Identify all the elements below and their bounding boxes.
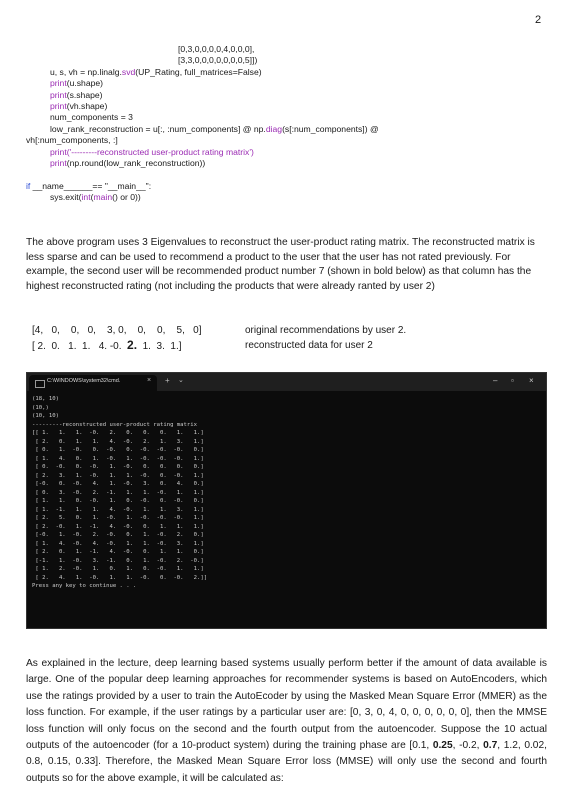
code-lowrank-line <box>26 124 546 135</box>
terminal-line: ---------reconstructed user-product rating matrix <box>32 421 198 428</box>
paragraph-text: , 1.2, 0.02, 0.8, 0.15, 0.33]. Therefore, the Masked Mean Square Error loss (MMSE) will only use the second and fourth outputs so for the above example, it will be calculated as: <box>26 740 547 784</box>
dropdown-icon[interactable]: ⌄ <box>178 377 184 384</box>
tab-close-icon[interactable]: × <box>147 377 152 384</box>
terminal-line: [ 0. 1. -0. 0. -0. 0. -0. -0. -0. 0.] <box>32 447 204 453</box>
code-function: print <box>50 146 67 157</box>
terminal-line: [ 2. 3. 1. -0. 1. 1. -0. 0. -0. 1.] <box>32 472 204 479</box>
code-function: svd <box>121 66 136 77</box>
minimize-button[interactable]: – <box>493 376 498 385</box>
code-block <box>26 44 546 203</box>
reconstructed-post: 1. 3. 1.] <box>137 341 182 352</box>
original-label: original recommendations by user 2. <box>245 325 407 336</box>
code-blank <box>26 169 546 180</box>
terminal-line: [ 2. 0. 1. -1. 4. -0. 0. 1. 1. 0.] <box>32 549 204 555</box>
terminal-line: [-0. 0. -0. 4. 1. -0. 3. 0. 4. 0.] <box>32 481 204 487</box>
recommended-value: 2. <box>127 338 138 352</box>
reconstructed-row <box>32 338 532 353</box>
code-text: (u.shape) <box>66 78 104 89</box>
code-print-line <box>26 90 546 101</box>
explanation-paragraph: The above program uses 3 Eigenvalues to reconstruct the user-product rating matrix. The reconstructed matrix is less sparse and can be used to recommend a product to the user that the user has not rated previously. For example, the second user will be recommended product number 7 (shown in bold below) as that column has the highest reconstructed rating (not including the products that were already ranted by user 2) <box>26 237 535 292</box>
code-print-line <box>26 147 546 158</box>
terminal-line: [ 2. 5. 0. 1. -0. 1. -0. -0. -0. 1.] <box>32 515 204 521</box>
paragraph-text: , -0.2, <box>452 740 484 752</box>
code-function: print <box>50 157 67 168</box>
reconstructed-values <box>32 338 182 354</box>
terminal-line: [-0. 1. -0. 2. -0. 0. 1. -0. 2. 0.] <box>32 532 204 538</box>
terminal-tab[interactable] <box>29 375 157 391</box>
cmd-icon <box>35 380 45 388</box>
page-number: 2 <box>535 14 542 26</box>
highlighted-output: 0.25 <box>432 740 453 752</box>
code-array-row: [3,3,0,0,0,0,0,0,0,5]]) <box>178 55 258 66</box>
terminal-line: [ 1. -1. 1. 1. 4. -0. 1. 1. 3. 1.] <box>32 506 204 513</box>
terminal-line: (18, 10) <box>32 396 59 402</box>
code-array-row: [0,3,0,0,0,0,4,0,0,0], <box>178 44 255 54</box>
code-function: print <box>50 78 67 89</box>
code-function: diag <box>265 123 283 134</box>
rating-comparison <box>32 323 532 353</box>
reconstructed-label: reconstructed data for user 2 <box>245 340 373 351</box>
code-text: __name______== "__main__": <box>30 180 152 191</box>
terminal-line: [ 1. 4. -0. 4. -0. 1. 1. -0. 3. 1.] <box>32 540 204 547</box>
code-text: u, s, vh = np.linalg. <box>50 66 122 77</box>
code-text: ( <box>90 192 94 203</box>
terminal-output <box>32 395 207 591</box>
autoencoder-paragraph <box>26 656 547 787</box>
original-row <box>32 323 532 338</box>
code-function: print <box>50 100 67 111</box>
code-text: (vh.shape) <box>66 100 108 111</box>
new-tab-button[interactable]: + <box>165 376 170 385</box>
highlighted-output: 0.7 <box>483 740 498 752</box>
code-function: print <box>50 89 67 100</box>
terminal-line: [-1. 1. -0. 3. -1. 0. 1. -0. 2. -0.] <box>32 557 204 564</box>
code-function: int <box>81 192 91 203</box>
close-button[interactable]: × <box>529 376 534 385</box>
paragraph-text: As explained in the lecture, deep learning based systems usually perform better if the amount of data available is large. One of the popular deep learning approaches for recommender systems is based on AutoEncoders, which use the ratings provided by a user to train the AutoEcoder by using the Masked Mean Square Error (MMER) as the loss function. For example, if the user ratings by a particular user are: [0, 3, 0, 4, 0, 0, 0, 0, 0, 0], then the MMSE loss function will only focus on the second and the fourth output from the autoencoder. Suppose the 10 actual outputs of the autoencoder (for a 10-product system) during the training phase are [0.1, <box>26 658 547 752</box>
code-num-components: num_components = 3 <box>50 112 133 123</box>
code-text: (s[:num_components]) @ <box>282 123 379 134</box>
code-print-line <box>26 78 546 89</box>
code-text: (s.shape) <box>66 89 103 100</box>
code-text: sys.exit( <box>50 192 82 203</box>
code-function: main <box>93 192 113 203</box>
code-keyword: if <box>26 180 31 191</box>
terminal-line: Press any key to continue . . . <box>32 583 137 589</box>
terminal-line: [ 0. 3. -0. 2. -1. 1. 1. -0. 1. 1.] <box>32 489 204 496</box>
terminal-line: [ 2. 4. 1. -0. 1. 1. -0. 0. -0. 2.]] <box>32 574 208 581</box>
terminal-line: [[ 1. 1. 1. -0. 2. 0. 0. 0. 1. 1.] <box>32 430 204 436</box>
terminal-window <box>26 372 547 629</box>
terminal-line: (10,) <box>32 404 49 411</box>
original-values: [4, 0, 0, 0, 3, 0, 0, 0, 5, 0] <box>32 325 202 336</box>
code-if-line <box>26 181 546 192</box>
code-exit-line <box>26 192 546 203</box>
terminal-line: [ 1. 1. 0. -0. 1. 0. -0. 0. -0. 0.] <box>32 498 204 504</box>
terminal-titlebar <box>27 373 546 391</box>
code-print-line <box>26 158 546 169</box>
terminal-line: [ 1. 2. -0. 1. 0. 1. 0. -0. 1. 1.] <box>32 566 204 572</box>
code-print-line <box>26 101 546 112</box>
reconstructed-pre: [ 2. 0. 1. 1. 4. -0. <box>32 341 128 352</box>
terminal-tab-title: C:\WINDOWS\system32\cmd. <box>47 378 121 384</box>
terminal-line: [ 2. 0. 1. 1. 4. -0. 2. 1. 3. 1.] <box>32 438 204 445</box>
code-lowrank-cont: vh[:num_components, :] <box>26 135 118 146</box>
code-text: (np.round(low_rank_reconstruction)) <box>66 157 206 168</box>
terminal-line: [ 1. 4. 0. 1. -0. 1. -0. -0. -0. 1.] <box>32 455 204 462</box>
terminal-line: [ 2. -0. 1. -1. 4. -0. 0. 1. 1. 1.] <box>32 523 204 530</box>
terminal-line: (10, 10) <box>32 413 59 419</box>
code-text: low_rank_reconstruction = u[:, :num_components] @ np. <box>50 123 266 134</box>
code-string: ('---------reconstructed user-product rating matrix') <box>66 146 254 157</box>
code-svd-line <box>26 67 546 78</box>
maximize-button[interactable]: ▫ <box>511 376 514 385</box>
code-text: () or 0)) <box>112 192 141 203</box>
terminal-line: [ 0. -0. 0. -0. 1. -0. 0. 0. 0. 0.] <box>32 464 204 470</box>
code-text: (UP_Rating, full_matrices=False) <box>135 66 262 77</box>
